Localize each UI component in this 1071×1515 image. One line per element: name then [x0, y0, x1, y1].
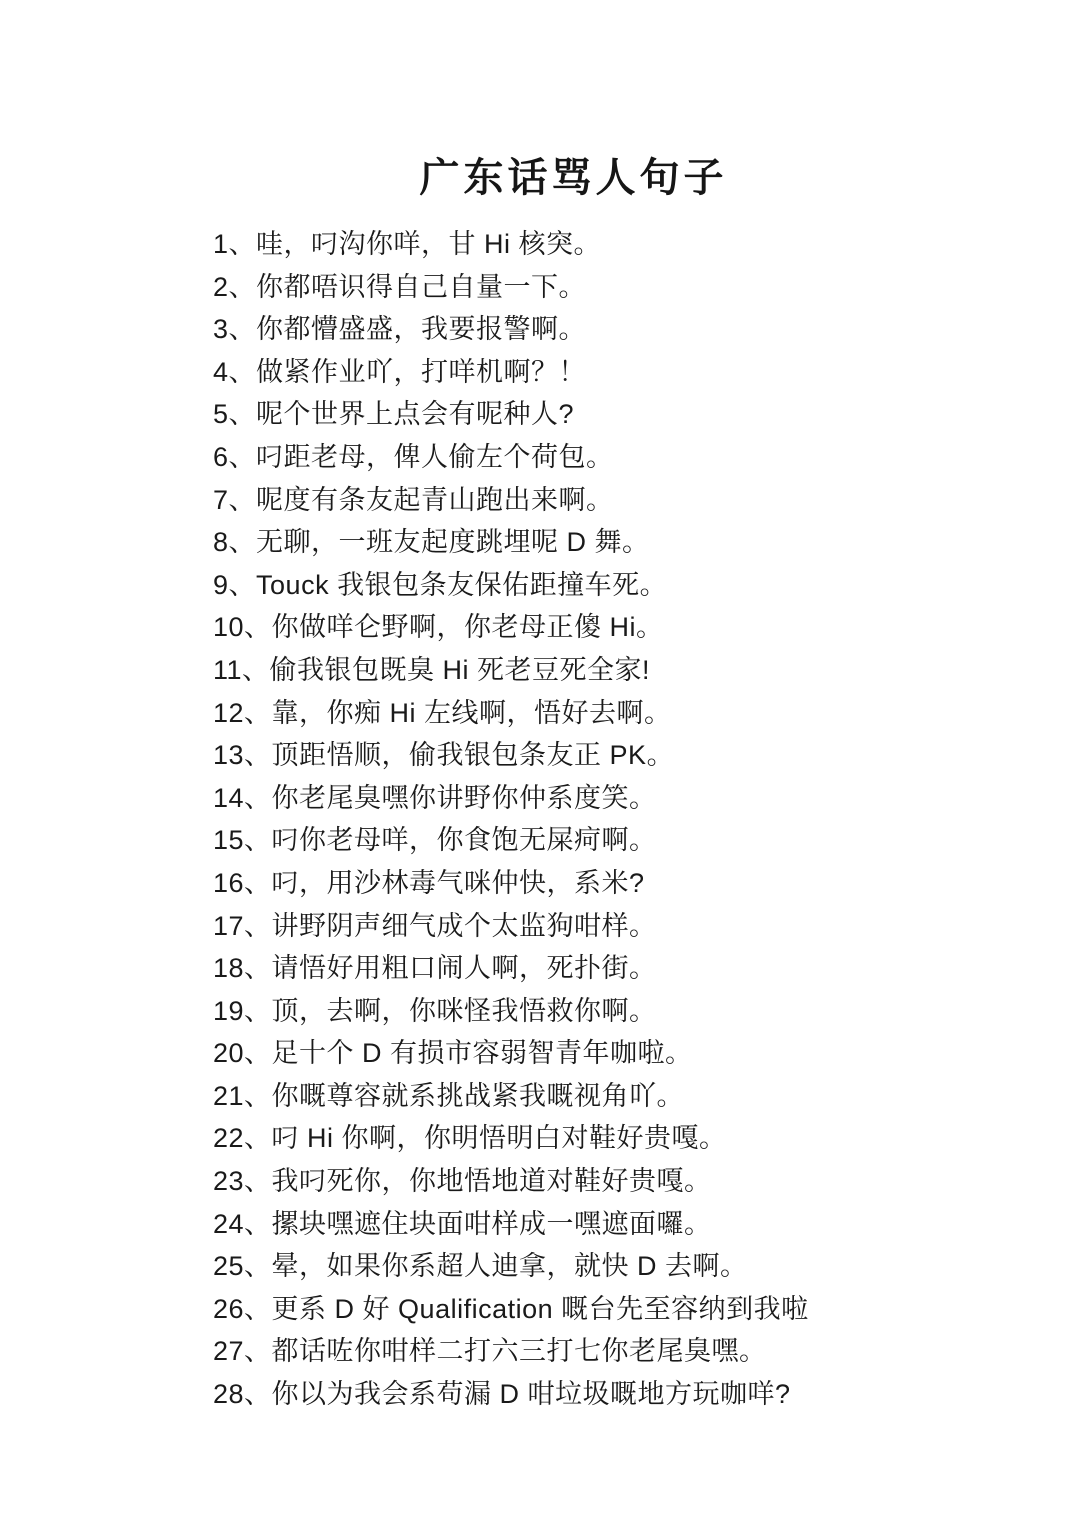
list-item: [213, 1032, 1011, 1075]
item-text: 你老尾臭嘿你讲野你仲系度笑。: [271, 782, 657, 813]
item-text: 我叼死你，你地悟地道对鞋好贵嘎。: [271, 1166, 712, 1197]
item-text: 讲野阴声细气成个太监狗咁样。: [271, 910, 657, 941]
item-text: 呢度有条友起青山跑出来啊。: [256, 484, 614, 515]
list-item: [213, 436, 1011, 479]
item-text: 哇，叼沟你咩，甘 Hi 核突。: [256, 229, 602, 259]
list-item: [213, 1288, 1011, 1331]
page-title: 广东话骂人句子: [419, 156, 728, 200]
list-item: [213, 819, 1011, 862]
item-number: 19、: [213, 995, 272, 1026]
sentence-list: [213, 223, 1011, 1416]
item-number: 25、: [213, 1251, 272, 1282]
item-text: 叼 Hi 你啊，你明悟明白对鞋好贵嘎。: [271, 1123, 727, 1154]
item-number: 1、: [213, 229, 257, 259]
list-item: [213, 564, 1011, 607]
item-text: 请悟好用粗口闹人啊，死扑街。: [271, 953, 657, 984]
item-number: 16、: [213, 867, 272, 898]
item-number: 8、: [213, 527, 257, 558]
item-text: 顶距悟顺，偷我银包条友正 PK。: [271, 740, 675, 771]
list-item: [213, 606, 1011, 649]
item-number: 28、: [213, 1379, 272, 1410]
list-item: [213, 862, 1011, 905]
item-text: 都话咗你咁样二打六三打七你老尾臭嘿。: [271, 1336, 767, 1367]
list-item: [213, 692, 1011, 735]
item-number: 15、: [213, 825, 272, 856]
list-item: [213, 1075, 1011, 1118]
item-text: 更系 D 好 Qualification 嘅台先至容纳到我啦: [271, 1293, 809, 1324]
item-number: 13、: [213, 740, 272, 771]
item-number: 7、: [213, 484, 257, 515]
list-item: [213, 266, 1011, 309]
list-item: [213, 521, 1011, 564]
item-text: 做紧作业吖，打咩机啊？！: [256, 356, 587, 387]
item-text: Touck 我银包条友保佑距撞车死。: [256, 569, 668, 600]
item-number: 14、: [213, 782, 272, 813]
item-number: 4、: [213, 356, 257, 387]
list-item: [213, 947, 1011, 990]
item-text: 你以为我会系苟漏 D 咁垃圾嘅地方玩咖咩?: [271, 1379, 791, 1410]
item-number: 6、: [213, 441, 257, 472]
list-item: [213, 479, 1011, 522]
item-number: 26、: [213, 1293, 272, 1324]
list-item: [213, 351, 1011, 394]
item-text: 呢个世界上点会有呢种人?: [256, 399, 575, 430]
list-item: [213, 649, 1011, 692]
item-text: 你都懵盛盛，我要报警啊。: [256, 314, 587, 345]
item-number: 9、: [213, 569, 257, 600]
item-text: 摞块嘿遮住块面咁样成一嘿遮面囉。: [271, 1208, 712, 1239]
item-number: 2、: [213, 271, 257, 302]
item-number: 10、: [213, 612, 272, 643]
list-item: [213, 1245, 1011, 1288]
list-item: [213, 223, 1011, 266]
list-item: [213, 734, 1011, 777]
item-number: 21、: [213, 1080, 272, 1111]
item-number: 3、: [213, 314, 257, 345]
list-item: [213, 1160, 1011, 1203]
item-text: 顶，去啊，你咪怪我悟救你啊。: [271, 995, 657, 1026]
item-number: 18、: [213, 953, 272, 984]
list-item: [213, 1117, 1011, 1160]
item-text: 你嘅尊容就系挑战紧我嘅视角吖。: [271, 1080, 685, 1111]
list-item: [213, 1373, 1011, 1416]
list-item: [213, 308, 1011, 351]
item-number: 5、: [213, 399, 257, 430]
list-item: [213, 1330, 1011, 1373]
list-item: [213, 1203, 1011, 1246]
item-text: 你做咩仑野啊，你老母正傻 Hi。: [271, 612, 664, 643]
item-number: 27、: [213, 1336, 272, 1367]
item-text: 叼，用沙林毒气咪仲快，系米?: [271, 867, 645, 898]
list-item: [213, 905, 1011, 948]
item-text: 叼你老母咩，你食饱无屎疴啊。: [271, 825, 657, 856]
item-number: 12、: [213, 697, 272, 728]
item-number: 22、: [213, 1123, 272, 1154]
item-text: 叼距老母，俾人偷左个荷包。: [256, 441, 614, 472]
item-number: 23、: [213, 1166, 272, 1197]
item-text: 足十个 D 有损市容弱智青年咖啦。: [271, 1038, 693, 1069]
item-text: 你都唔识得自己自量一下。: [256, 271, 587, 302]
list-item: [213, 393, 1011, 436]
item-number: 24、: [213, 1208, 272, 1239]
item-text: 靠，你痴 Hi 左线啊，悟好去啊。: [271, 697, 672, 728]
item-number: 20、: [213, 1038, 272, 1069]
item-number: 17、: [213, 910, 272, 941]
item-text: 无聊，一班友起度跳埋呢 D 舞。: [256, 527, 650, 558]
item-text: 偷我银包既臭 Hi 死老豆死全家!: [269, 654, 651, 685]
list-item: [213, 777, 1011, 820]
item-number: 11、: [213, 654, 270, 685]
item-text: 晕，如果你系超人迪拿，就快 D 去啊。: [271, 1251, 748, 1282]
list-item: [213, 990, 1011, 1033]
